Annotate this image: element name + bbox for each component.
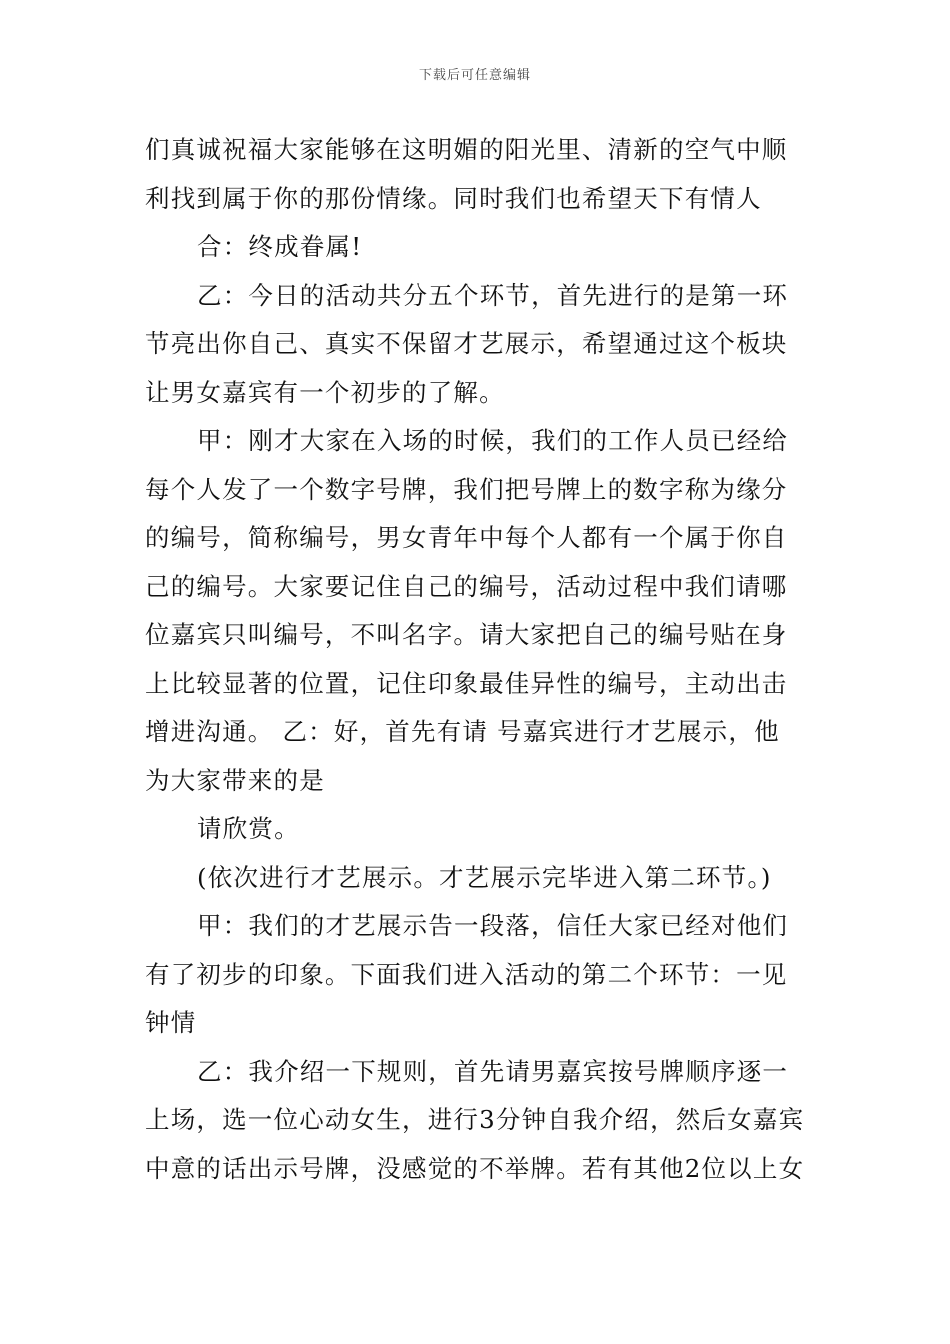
text-line: 钟情 [145,1008,197,1037]
text-line: 为大家带来的是 [145,765,325,795]
text-line: 中意的话出示号牌，没感觉的不举牌。若有其他2位以上女 [145,1153,805,1183]
paragraph-start-line: 乙：今日的活动共分五个环节，首先进行的是第一环 [197,280,789,310]
text-line: 己的编号。大家要记住自己的编号，活动过程中我们请哪 [145,571,788,601]
text-line: 有了初步的印象。下面我们进入活动的第二个环节：一见 [145,959,788,989]
text-line: 们真诚祝福大家能够在这明媚的阳光里、清新的空气中顺 [145,135,788,164]
paragraph-start-line: 合：终成眷属! [197,232,363,261]
text-line: 的编号，简称编号，男女青年中每个人都有一个属于你自 [145,523,788,552]
paragraph-start-line: 乙：我介绍一下规则，首先请男嘉宾按号牌顺序逐一 [197,1056,789,1086]
text-line: 上比较显著的位置，记住印象最佳异性的编号，主动出击 [145,668,788,698]
text-line: 位嘉宾只叫编号，不叫名字。请大家把自己的编号贴在身 [145,620,788,649]
document-body [145,130,815,1197]
text-line: 节亮出你自己、真实不保留才艺展示，希望通过这个板块 [145,329,788,358]
paragraph-start-line: (依次进行才艺展示。才艺展示完毕进入第二环节。) [197,862,772,892]
text-line: 利找到属于你的那份情缘。同时我们也希望天下有情人 [145,183,762,213]
text-line: 上场，选一位心动女生，进行3分钟自我介绍，然后女嘉宾 [145,1105,805,1134]
paragraph-start-line: 甲：我们的才艺展示告一段落，信任大家已经对他们 [197,911,789,940]
paragraph-start-line: 甲：刚才大家在入场的时候，我们的工作人员已经给 [197,426,789,455]
page-header: 下载后可任意编辑 [418,68,531,83]
paragraph-start-line: 请欣赏。 [197,814,300,843]
text-line: 让男女嘉宾有一个初步的了解。 [145,377,505,407]
text-line: 每个人发了一个数字号牌，我们把号牌上的数字称为缘分 [145,474,788,504]
text-line: 增进沟通。 乙：好，首先有请 号嘉宾进行才艺展示，他 [145,717,780,746]
